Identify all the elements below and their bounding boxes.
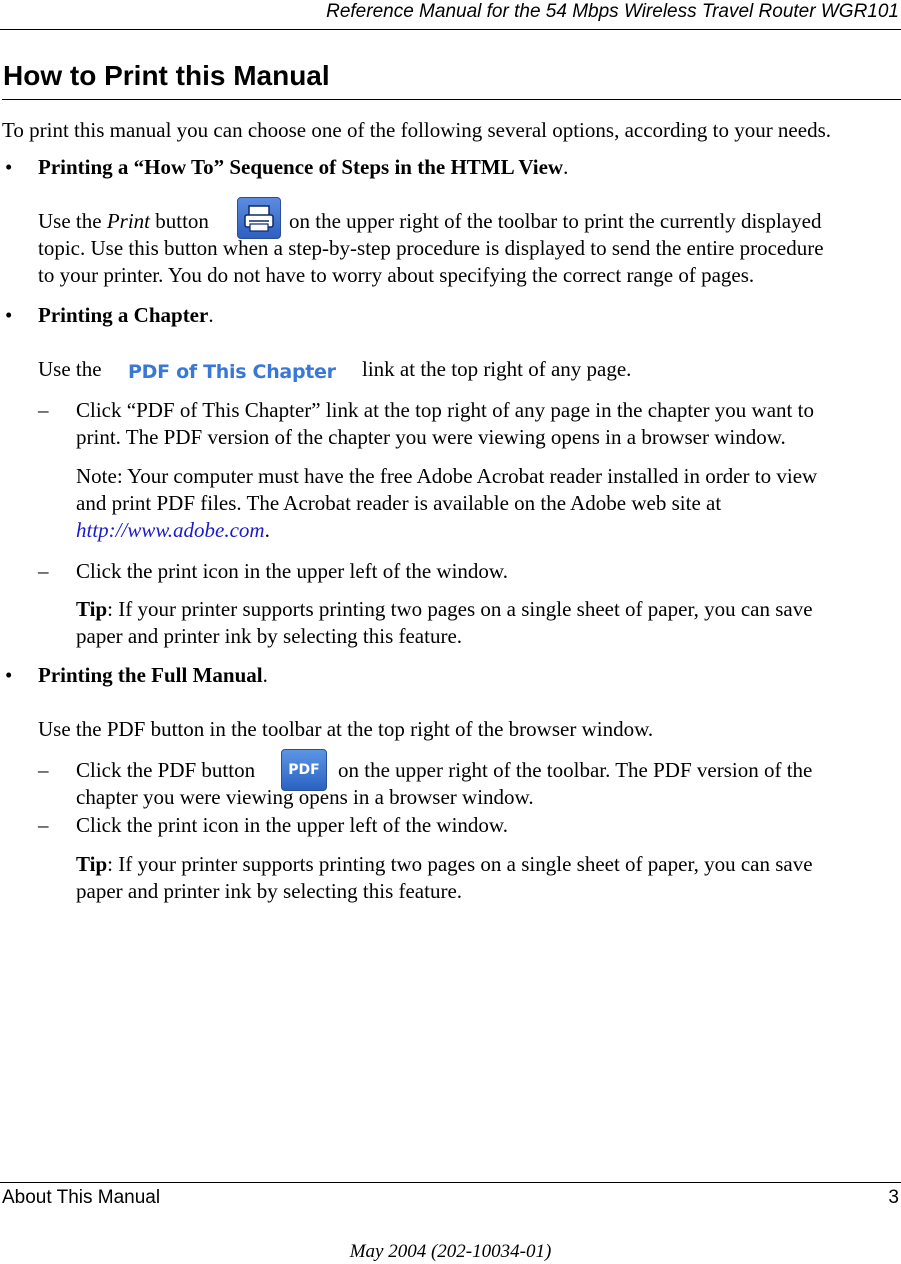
tip-text: : If your printer supports printing two pages on a single sheet of paper, you can save: [107, 852, 813, 876]
page-number: 3: [888, 1187, 899, 1208]
dash-marker: –: [38, 758, 49, 782]
heading-period: .: [563, 155, 569, 179]
print-line1-tail: on the upper right of the toolbar to print the currently displayed: [289, 209, 822, 233]
heading-text: Printing the Full Manual: [38, 663, 263, 687]
chapter-step1-line2: print. The PDF version of the chapter you were viewing opens in a browser window.: [76, 425, 786, 449]
full-manual-use-line: Use the PDF button in the toolbar at the top right of the browser window.: [38, 717, 654, 741]
heading-period: .: [208, 303, 214, 327]
print-icon: [237, 197, 281, 239]
adobe-link[interactable]: http://www.adobe.com: [76, 518, 265, 542]
use-the-label: Use the: [38, 357, 102, 381]
full-step2: Click the print icon in the upper left of the window.: [76, 813, 508, 837]
full-tip-line1: [76, 851, 813, 878]
bullet-marker: •: [5, 663, 13, 687]
footer-date: May 2004 (202-10034-01): [349, 1241, 552, 1262]
chapter-tip-line1: [76, 596, 813, 623]
bullet-heading-full-manual: [38, 662, 268, 689]
chapter-step1-line1: Click “PDF of This Chapter” link at the top right of any page in the chapter you want to: [76, 398, 814, 422]
note-line1: Note: Your computer must have the free Adobe Acrobat reader installed in order to view: [76, 464, 818, 488]
bullet-marker: •: [5, 303, 13, 327]
tip-label: Tip: [76, 597, 108, 621]
dash-marker: –: [38, 559, 49, 583]
full-step1-line2: chapter you were viewing opens in a browser window.: [76, 785, 534, 809]
use-the: Use the: [38, 209, 107, 233]
chapter-tip-line2: paper and printer ink by selecting this feature.: [76, 624, 463, 648]
running-header: Reference Manual for the 54 Mbps Wireless Travel Router WGR101: [326, 1, 899, 22]
print-line2: topic. Use this button when a step-by-step procedure is displayed to send the entire procedure: [38, 236, 824, 260]
intro-paragraph: To print this manual you can choose one of the following several options, according to your needs.: [2, 118, 831, 142]
heading-period: .: [262, 663, 268, 687]
full-tip-line2: paper and printer ink by selecting this feature.: [76, 879, 463, 903]
link-description: link at the top right of any page.: [362, 357, 632, 381]
pdf-of-this-chapter-link[interactable]: PDF of This Chapter: [128, 361, 336, 383]
pdf-icon: PDF: [281, 749, 327, 791]
bullet-marker: •: [5, 155, 13, 179]
title-rule: [2, 99, 901, 100]
chapter-step2: Click the print icon in the upper left of the window.: [76, 559, 508, 583]
dash-marker: –: [38, 398, 49, 422]
print-line3: to your printer. You do not have to worry about specifying the correct range of pages.: [38, 263, 755, 287]
full-step1-pre: Click the PDF button: [76, 758, 256, 782]
print-word: Print: [106, 209, 150, 233]
bullet-heading-chapter: [38, 302, 214, 329]
section-title: How to Print this Manual: [3, 60, 330, 91]
tip-text: : If your printer supports printing two pages on a single sheet of paper, you can save: [107, 597, 813, 621]
button-word: button: [150, 209, 209, 233]
full-step1-post: on the upper right of the toolbar. The PDF version of the: [338, 758, 813, 782]
note-line2: and print PDF files. The Acrobat reader is available on the Adobe web site at: [76, 491, 722, 515]
bullet-heading-html-view: [38, 154, 568, 181]
heading-text: Printing a Chapter: [38, 303, 209, 327]
dash-marker: –: [38, 813, 49, 837]
header-rule: [0, 29, 901, 30]
note-url-line: [76, 517, 270, 544]
footer-chapter: About This Manual: [2, 1187, 161, 1208]
footer-rule: [0, 1182, 901, 1183]
heading-text: Printing a “How To” Sequence of Steps in the HTML View: [38, 155, 564, 179]
tip-label: Tip: [76, 852, 108, 876]
print-button-sentence: [38, 208, 209, 235]
note-period: .: [264, 518, 270, 542]
